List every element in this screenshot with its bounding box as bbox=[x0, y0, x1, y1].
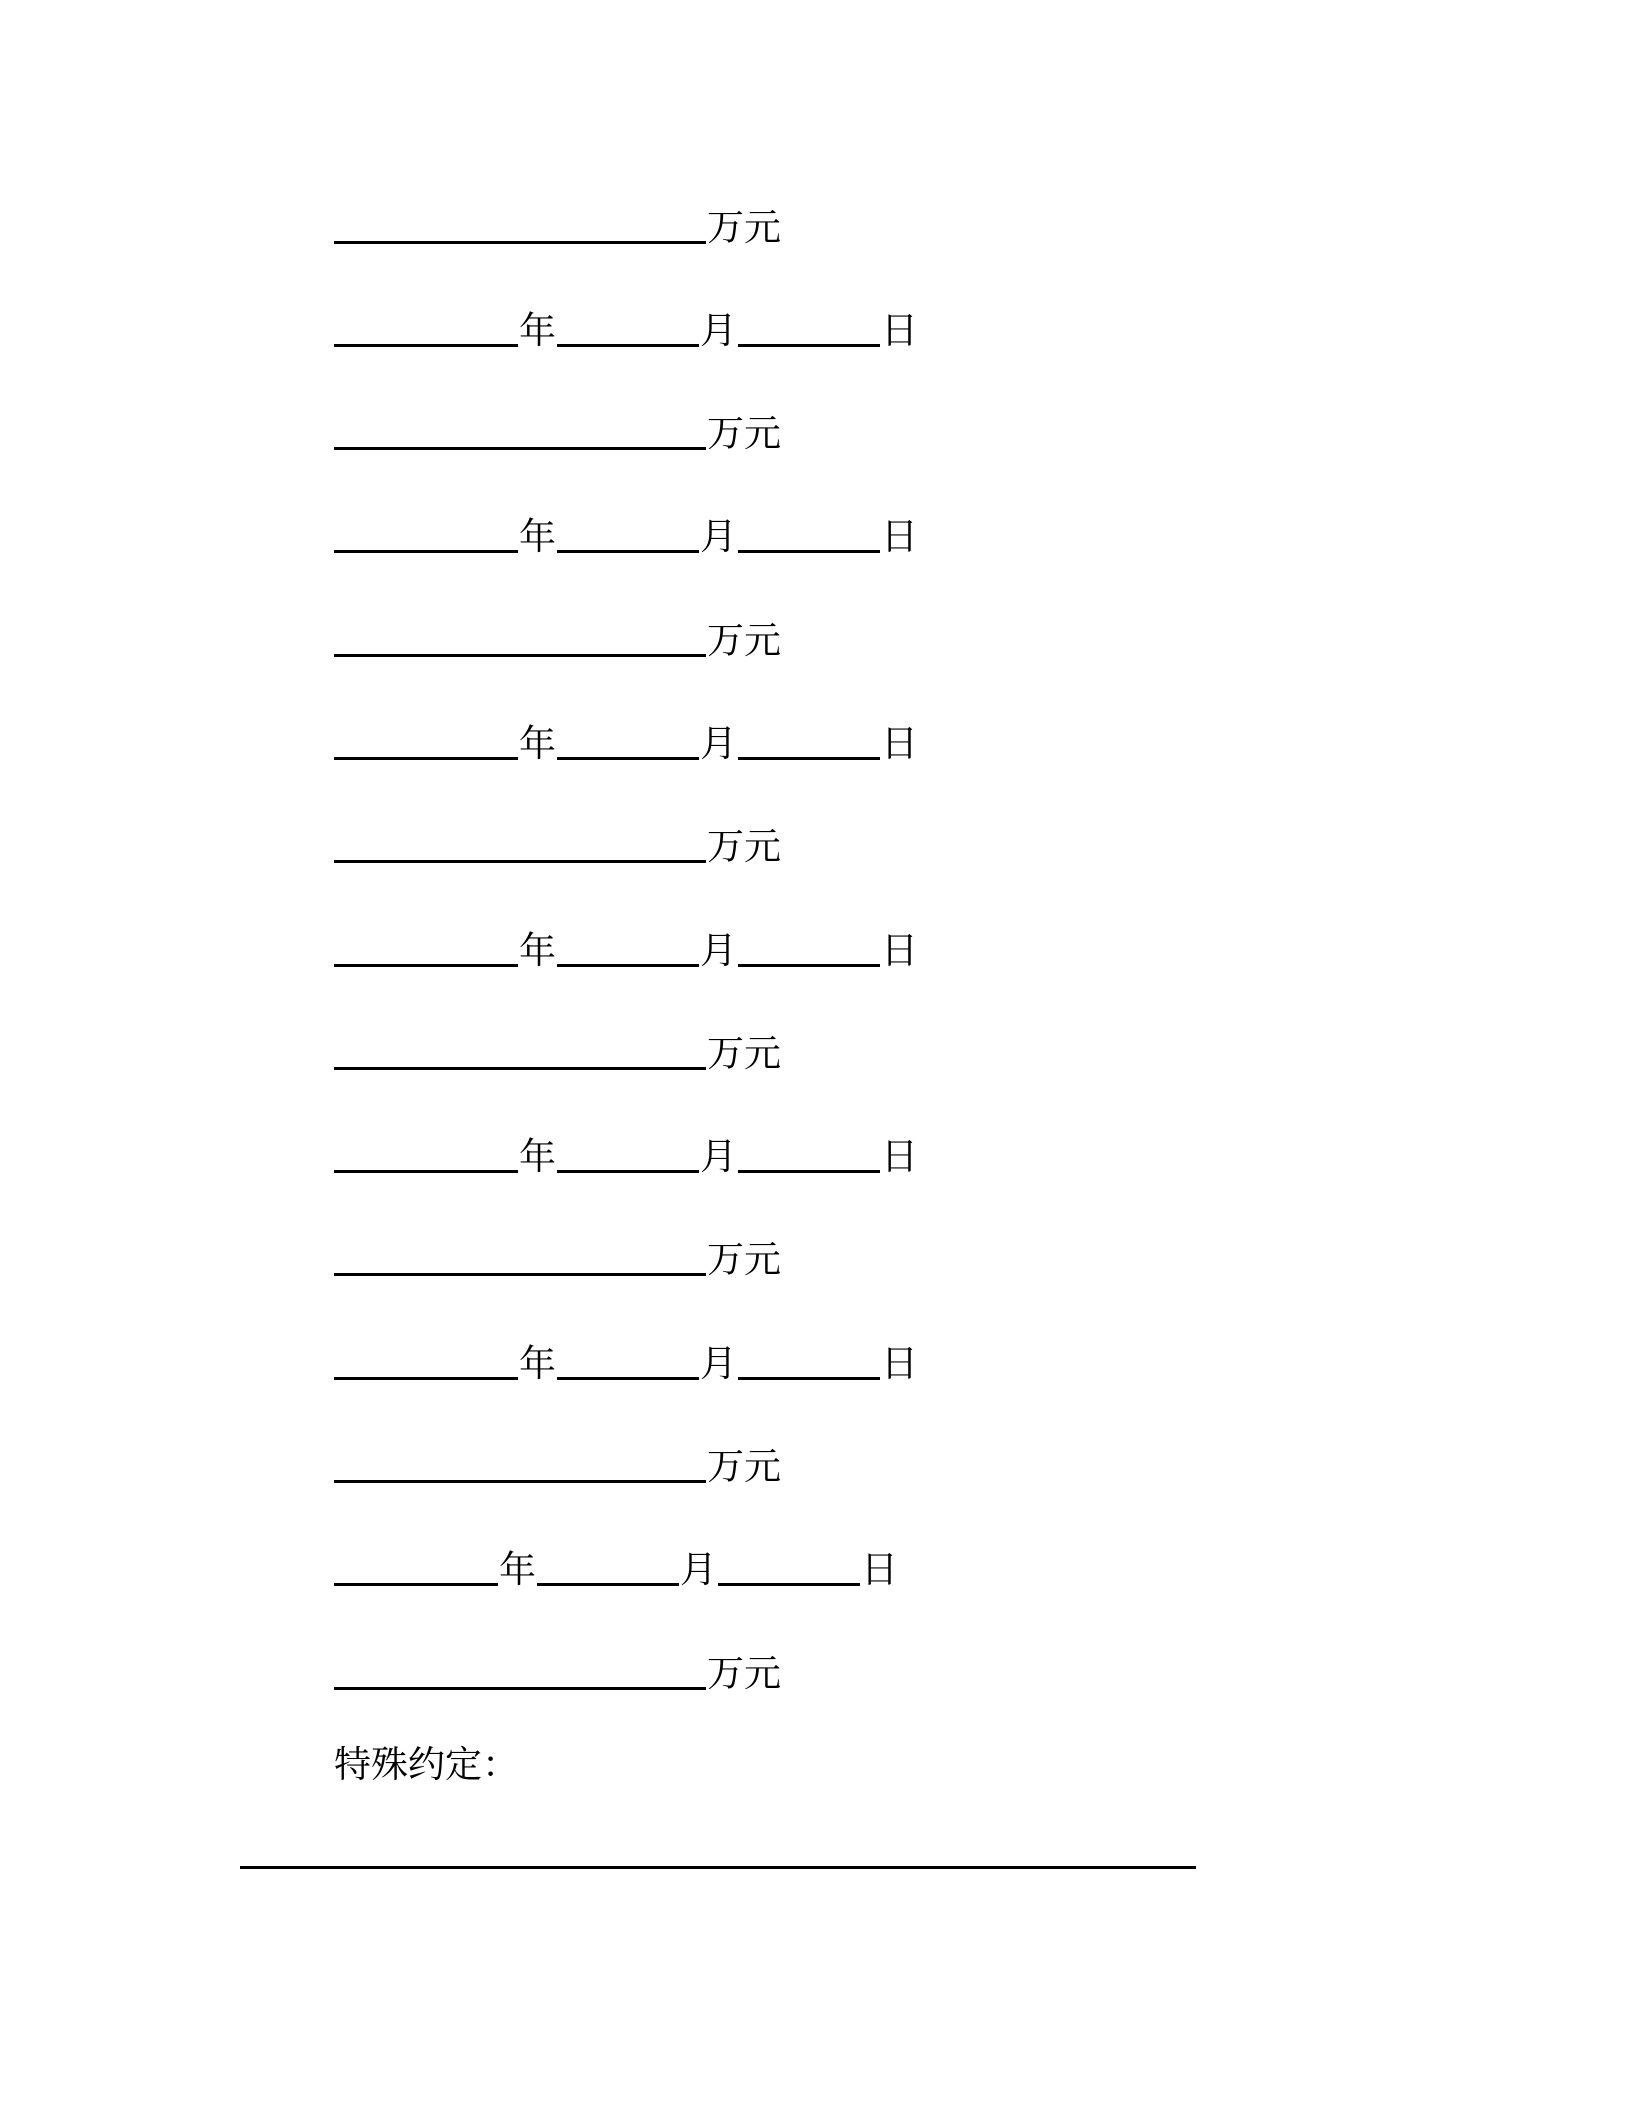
unit-day: 日 bbox=[881, 929, 918, 972]
unit-year: 年 bbox=[519, 309, 556, 352]
date-line-5 bbox=[334, 1119, 919, 1179]
unit-year: 年 bbox=[499, 1548, 536, 1591]
amount-line-3 bbox=[334, 603, 782, 663]
day-blank[interactable] bbox=[738, 304, 880, 347]
month-blank[interactable] bbox=[557, 1130, 699, 1173]
unit-month: 月 bbox=[680, 1548, 717, 1591]
amount-line-6 bbox=[334, 1222, 782, 1282]
month-blank[interactable] bbox=[557, 304, 699, 347]
unit-month: 月 bbox=[700, 929, 737, 972]
date-line-2 bbox=[334, 499, 919, 559]
amount-blank[interactable] bbox=[334, 1027, 706, 1070]
unit-month: 月 bbox=[700, 722, 737, 765]
unit-wanyuan: 万元 bbox=[707, 825, 781, 868]
month-blank[interactable] bbox=[537, 1543, 679, 1586]
unit-wanyuan: 万元 bbox=[707, 619, 781, 662]
unit-year: 年 bbox=[519, 722, 556, 765]
unit-wanyuan: 万元 bbox=[707, 1652, 781, 1695]
amount-blank[interactable] bbox=[334, 407, 706, 450]
amount-blank[interactable] bbox=[334, 201, 706, 244]
year-blank[interactable] bbox=[334, 1337, 518, 1380]
amount-line-1 bbox=[334, 190, 782, 250]
amount-line-5 bbox=[334, 1016, 782, 1076]
month-blank[interactable] bbox=[557, 717, 699, 760]
special-terms-blank[interactable] bbox=[240, 1866, 1196, 1869]
amount-line-8 bbox=[334, 1636, 782, 1696]
amount-blank[interactable] bbox=[334, 1440, 706, 1483]
unit-day: 日 bbox=[881, 1135, 918, 1178]
year-blank[interactable] bbox=[334, 1543, 498, 1586]
year-blank[interactable] bbox=[334, 510, 518, 553]
unit-year: 年 bbox=[519, 1135, 556, 1178]
unit-year: 年 bbox=[519, 929, 556, 972]
unit-wanyuan: 万元 bbox=[707, 1238, 781, 1281]
unit-month: 月 bbox=[700, 515, 737, 558]
amount-line-4 bbox=[334, 809, 782, 869]
amount-blank[interactable] bbox=[334, 1233, 706, 1276]
date-line-1 bbox=[334, 293, 919, 353]
unit-month: 月 bbox=[700, 1135, 737, 1178]
unit-month: 月 bbox=[700, 1342, 737, 1385]
date-line-6 bbox=[334, 1326, 919, 1386]
unit-day: 日 bbox=[881, 309, 918, 352]
day-blank[interactable] bbox=[738, 924, 880, 967]
day-blank[interactable] bbox=[738, 717, 880, 760]
year-blank[interactable] bbox=[334, 924, 518, 967]
day-blank[interactable] bbox=[718, 1543, 860, 1586]
year-blank[interactable] bbox=[334, 1130, 518, 1173]
unit-wanyuan: 万元 bbox=[707, 1032, 781, 1075]
day-blank[interactable] bbox=[738, 1337, 880, 1380]
unit-year: 年 bbox=[519, 515, 556, 558]
day-blank[interactable] bbox=[738, 1130, 880, 1173]
date-line-3 bbox=[334, 706, 919, 766]
year-blank[interactable] bbox=[334, 717, 518, 760]
unit-wanyuan: 万元 bbox=[707, 206, 781, 249]
amount-blank[interactable] bbox=[334, 614, 706, 657]
year-blank[interactable] bbox=[334, 304, 518, 347]
date-line-7 bbox=[334, 1532, 899, 1592]
amount-blank[interactable] bbox=[334, 820, 706, 863]
unit-wanyuan: 万元 bbox=[707, 412, 781, 455]
unit-wanyuan: 万元 bbox=[707, 1445, 781, 1488]
month-blank[interactable] bbox=[557, 924, 699, 967]
unit-year: 年 bbox=[519, 1342, 556, 1385]
month-blank[interactable] bbox=[557, 1337, 699, 1380]
month-blank[interactable] bbox=[557, 510, 699, 553]
unit-month: 月 bbox=[700, 309, 737, 352]
special-terms-label: 特殊约定： bbox=[334, 1743, 519, 1786]
amount-line-7 bbox=[334, 1429, 782, 1489]
unit-day: 日 bbox=[881, 722, 918, 765]
amount-line-2 bbox=[334, 396, 782, 456]
amount-blank[interactable] bbox=[334, 1647, 706, 1690]
unit-day: 日 bbox=[881, 1342, 918, 1385]
day-blank[interactable] bbox=[738, 510, 880, 553]
unit-day: 日 bbox=[861, 1548, 898, 1591]
date-line-4 bbox=[334, 913, 919, 973]
unit-day: 日 bbox=[881, 515, 918, 558]
